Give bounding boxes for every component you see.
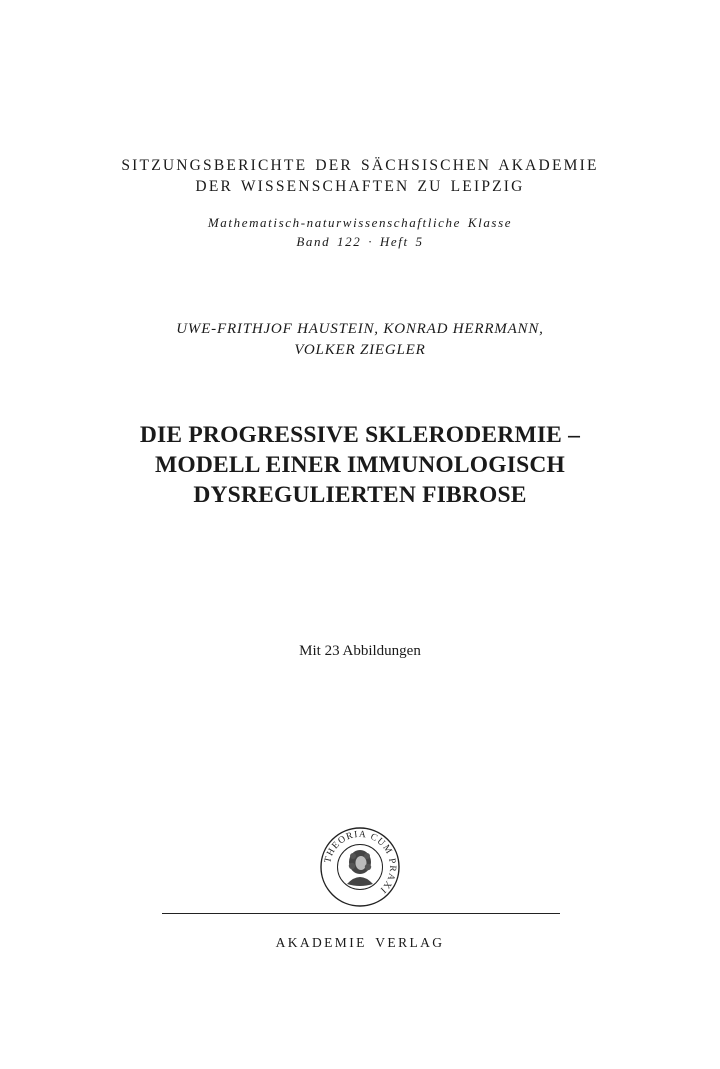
book-title-line-1: DIE PROGRESSIVE SKLERODERMIE – <box>139 422 581 448</box>
series-class: Mathematisch-naturwissenschaftliche Klasse <box>207 215 513 230</box>
authors-line-1: UWE-FRITHJOF HAUSTEIN, KONRAD HERRMANN, <box>176 321 544 337</box>
series-title-line-2: DER WISSENSCHAFTEN ZU LEIPZIG <box>195 178 525 195</box>
seal-motto: THEORIA CUM PRAXI <box>323 829 398 896</box>
authors-line-2: VOLKER ZIEGLER <box>294 342 426 358</box>
book-title-line-3: DYSREGULIERTEN FIBROSE <box>193 482 527 508</box>
divider-rule <box>162 913 560 914</box>
seal-portrait <box>347 850 373 886</box>
book-title-line-2: MODELL EINER IMMUNOLOGISCH <box>155 452 565 478</box>
illustrations-note: Mit 23 Abbildungen <box>299 643 421 659</box>
publisher-name: AKADEMIE VERLAG <box>275 935 445 950</box>
series-volume: Band 122 · Heft 5 <box>296 234 424 249</box>
publisher-seal-emblem <box>319 826 401 908</box>
series-title-line-1: SITZUNGSBERICHTE DER SÄCHSISCHEN AKADEMIE <box>121 157 599 174</box>
